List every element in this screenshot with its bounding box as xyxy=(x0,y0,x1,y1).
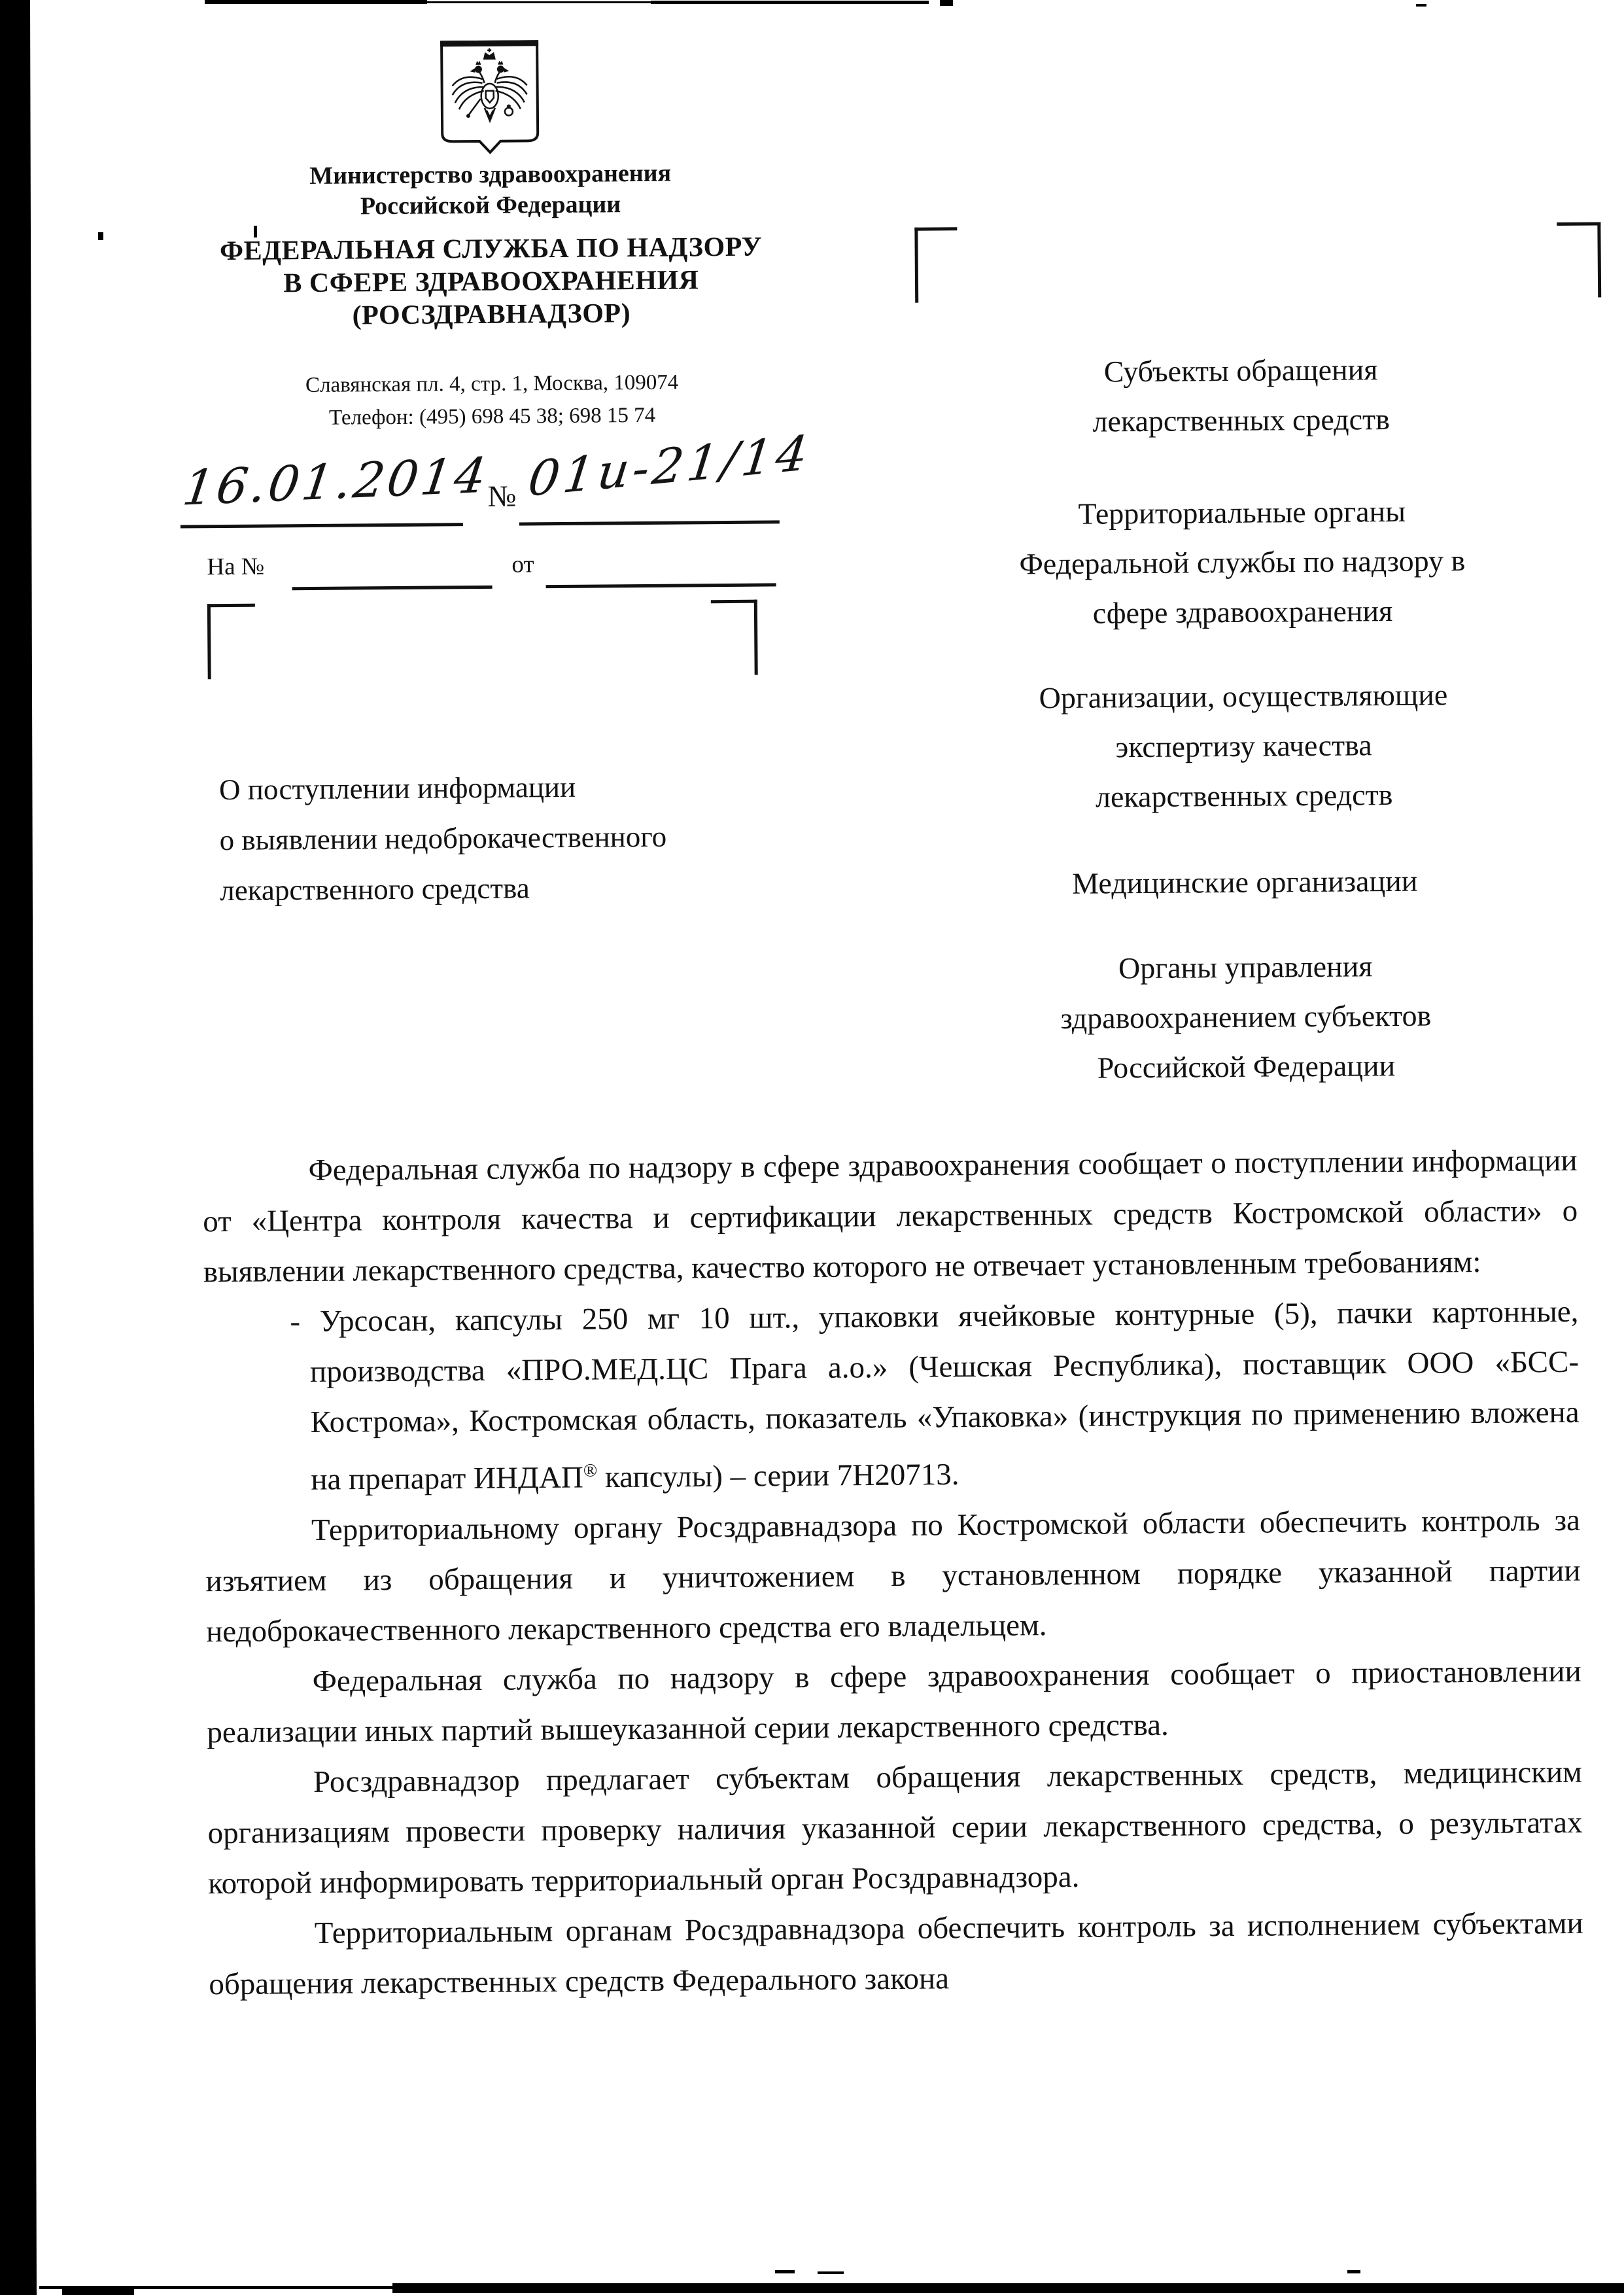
recipient-line: Организации, осуществляющие xyxy=(1039,678,1448,715)
stamp-zone-corner-mark xyxy=(207,604,256,680)
coat-of-arms-emblem xyxy=(438,38,541,156)
subject-block xyxy=(219,762,667,916)
service-line: ФЕДЕРАЛЬНАЯ СЛУЖБА ПО НАДЗОРУ xyxy=(219,232,763,267)
recipient-line: Медицинские организации xyxy=(1071,864,1418,900)
recipient-line: Территориальные органы xyxy=(1078,494,1406,531)
service-name xyxy=(85,230,897,334)
number-underline xyxy=(519,520,780,525)
recipient-line: лекарственных средств xyxy=(1092,402,1391,438)
service-line: В СФЕРЕ ЗДРАВООХРАНЕНИЯ xyxy=(283,265,699,299)
reply-to-label: На № xyxy=(207,553,265,581)
letter-body xyxy=(202,1136,1583,2010)
phone-numbers: Телефон: (495) 698 45 38; 698 15 74 xyxy=(328,403,656,430)
recipient-block xyxy=(933,669,1555,823)
subject-line: О поступлении информации xyxy=(218,770,576,807)
handwritten-date: 16.01.2014 xyxy=(179,447,492,517)
service-line: (РОСЗДРАВНАДЗОР) xyxy=(352,298,631,331)
paragraph: Федеральная служба по надзору в сфере здравоохранения сообщает о поступлении информации от «Центра контроля качества и сертификации лекарственных средств Костромской области» о выявлении лекарственного средства, качество которого не отвечает установленным требованиям: xyxy=(203,1143,1578,1289)
recipient-line: Органы управления xyxy=(1118,949,1373,985)
bullet-marker: - xyxy=(290,1304,320,1339)
contact-block xyxy=(86,364,898,436)
recipient-line: лекарственных средств xyxy=(1095,778,1393,814)
paragraph: Федеральная служба по надзору в сфере здравоохранения сообщает о приостановлении реализации иных партий вышеуказанной серии лекарственного средства. xyxy=(207,1654,1581,1749)
paragraph: Росздравнадзор предлагает субъектам обращения лекарственных средств, медицинским организациям провести проверку наличия указанной серии лекарственного средства, о результатах которой информировать территориальный орган Росздравнадзора. xyxy=(207,1755,1583,1901)
paragraph: Территориальному органу Росздравнадзора по Костромской области обеспечить контроль за изъятием из обращения и уничтожением в установленном порядке указанной партии недоброкачественного лекарственного средства его владельцем. xyxy=(205,1503,1581,1649)
address-zone-corner-mark xyxy=(1557,222,1601,298)
recipient-line: сфере здравоохранения xyxy=(1092,594,1393,630)
recipient-block xyxy=(930,343,1552,447)
date-underline xyxy=(181,523,463,528)
subject-line: о выявлении недоброкачественного xyxy=(219,820,667,857)
recipient-line: здравоохранением субъектов xyxy=(1060,998,1432,1036)
reply-date-blank xyxy=(546,583,776,588)
registered-trademark-sign: ® xyxy=(583,1460,598,1481)
recipient-line: Субъекты обращения xyxy=(1103,353,1378,389)
recipient-block xyxy=(931,485,1553,639)
ministry-line: Министерство здравоохранения xyxy=(309,159,672,190)
bullet-text: Урсосан, капсулы 250 мг 10 шт., упаковки ячейковые контурные (5), пачки картонные, производства «ПРО.МЕД.ЦС Прага а.о.» (Чешская Республика), поставщик ООО «БСС-Кострома», Костромская область, показатель «Упаковка» (инструкция по применению вложена на препарат ИНДАП xyxy=(309,1294,1580,1497)
number-sign: № xyxy=(487,479,517,513)
ministry-name xyxy=(85,156,897,224)
paragraph: Территориальным органам Росздравнадзора обеспечить контроль за исполнением субъектами обращения лекарственных средств Федерального закона xyxy=(209,1906,1583,2001)
address-zone-corner-mark xyxy=(914,227,958,303)
recipient-line: Федеральной службы по надзору в xyxy=(1019,544,1466,581)
reply-from-label: от xyxy=(511,551,534,578)
recipient-line: Российской Федерации xyxy=(1097,1048,1396,1085)
recipient-line: экспертизу качества xyxy=(1115,728,1372,764)
recipient-block xyxy=(934,855,1556,909)
postal-address: Славянская пл. 4, стр. 1, Москва, 109074 xyxy=(305,370,679,398)
stamp-zone-corner-mark xyxy=(711,600,758,676)
handwritten-outgoing-number: 01и-21/14 xyxy=(525,425,814,508)
recipient-block xyxy=(935,940,1557,1094)
reply-number-blank xyxy=(292,586,492,590)
defective-drug-item xyxy=(290,1287,1580,1505)
subject-line: лекарственного средства xyxy=(220,871,530,907)
ministry-line: Российской Федерации xyxy=(360,190,621,220)
bullet-text: капсулы) – серии 7Н20713. xyxy=(597,1457,959,1495)
